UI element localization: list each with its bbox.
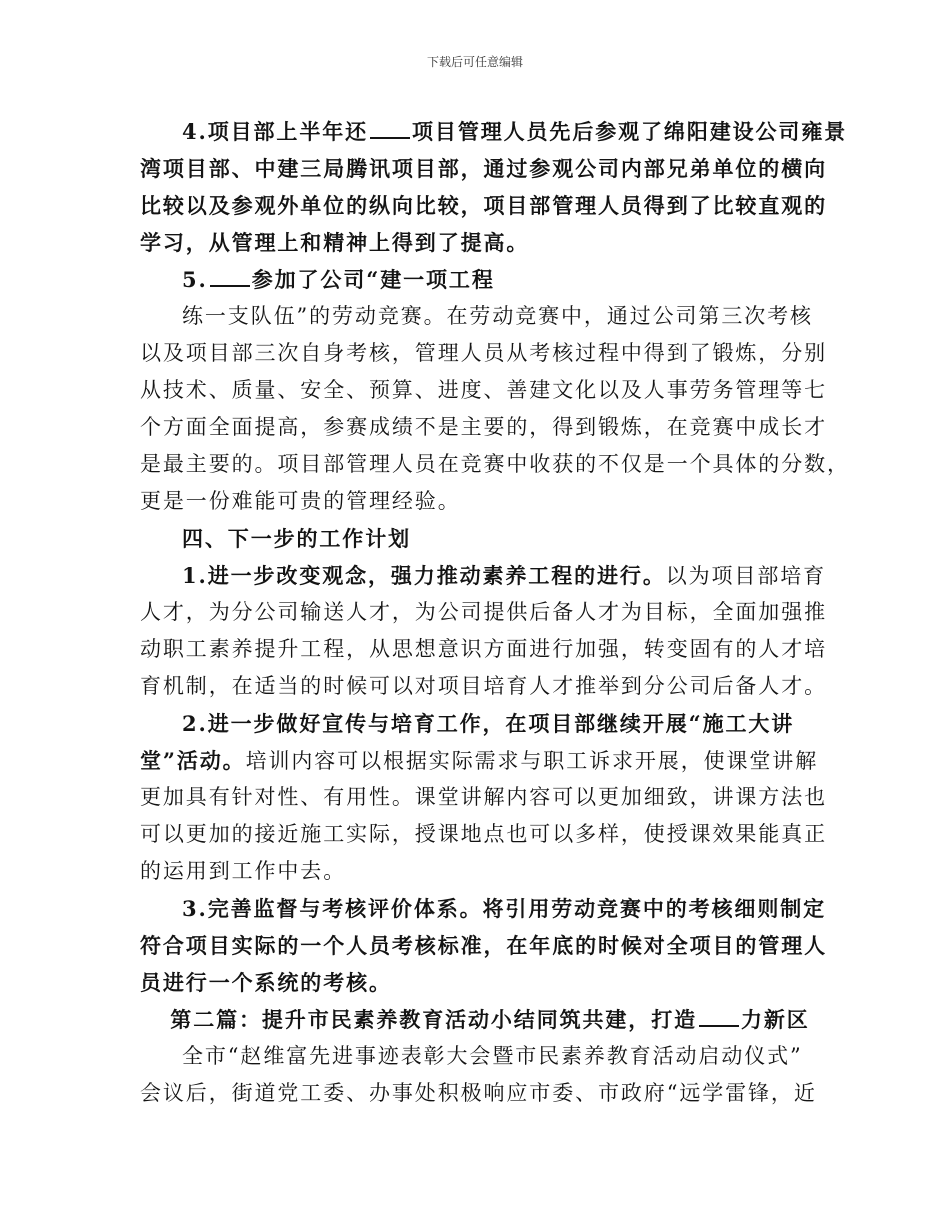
line-text: 项目管理人员先后参观了绵阳建设公司雍景 (412, 119, 848, 144)
line-text: 以为项目部培育 (665, 564, 827, 588)
line-text: 育机制，在适当的时候可以对项目培育人才推举到分公司后备人才。 (140, 674, 827, 698)
line-text: 符合项目实际的一个人员考核标准，在年底的时候对全项目的管理人 (140, 933, 827, 958)
text-line (140, 446, 850, 483)
line-text: 的运用到工作中去。 (140, 859, 347, 883)
text-line (140, 927, 827, 964)
text-line (140, 150, 827, 187)
text-line (140, 890, 827, 927)
line-text: 力新区 (741, 1007, 810, 1032)
line-text: 从技术、质量、安全、预算、进度、善建文化以及人事劳务管理等七 (140, 378, 827, 402)
text-line (140, 631, 827, 668)
text-line (140, 1038, 820, 1075)
line-text: 2.进一步做好宣传与培育工作，在项目部继续开展“施工大讲 (182, 711, 795, 736)
text-line (140, 409, 827, 446)
document-body (140, 113, 850, 1112)
text-line (140, 520, 820, 557)
line-text: 参加了公司“建一项工程 (251, 267, 495, 292)
text-line (140, 335, 827, 372)
line-text: 四、下一步的工作计划 (182, 526, 411, 551)
text-line (140, 1075, 820, 1112)
line-text: 会议后，街道党工委、办事处积极响应市委、市政府“远学雷锋，近 (140, 1081, 817, 1105)
line-text: 全市“赵维富先进事迹表彰大会暨市民素养教育活动启动仪式” (182, 1044, 803, 1068)
bold-lead: 1.进一步改变观念，强力推动素养工程的进行。 (182, 563, 666, 588)
line-text: 4.项目部上半年还 (182, 119, 369, 144)
page-header: 下载后可任意编辑 (426, 55, 523, 69)
line-text: 3.完善监督与考核评价体系。将引用劳动竞赛中的考核细则制定 (182, 896, 827, 921)
line-text: 第二篇：提升市民素养教育活动小结同筑共建，打造 (170, 1007, 697, 1032)
line-text: 人才，为分公司输送人才，为公司提供后备人才为目标，全面加强推 (140, 600, 827, 624)
text-line (140, 224, 820, 261)
line-text: 更是一份难能可贵的管理经验。 (140, 489, 461, 513)
text-line (140, 594, 827, 631)
line-text: 练一支队伍”的劳动竞赛。在劳动竞赛中，通过公司第三次考核 (182, 304, 813, 328)
text-line (140, 483, 820, 520)
line-text: 学习，从管理上和精神上得到了提高。 (140, 230, 530, 255)
text-line (140, 113, 848, 150)
text-line (140, 816, 827, 853)
fill-blank (210, 267, 250, 287)
line-text: 员进行一个系统的考核。 (140, 970, 392, 995)
text-line (140, 853, 820, 890)
text-line (140, 372, 827, 409)
text-line (140, 668, 827, 705)
text-line (140, 1001, 820, 1038)
line-text: 更加具有针对性、有用性。课堂讲解内容可以更加细致，讲课方法也 (140, 785, 827, 809)
line-text: 5. (182, 267, 208, 292)
text-line (140, 742, 820, 779)
line-text: 以及项目部三次自身考核，管理人员从考核过程中得到了锻炼，分别 (140, 341, 827, 365)
bold-lead: 堂”活动。 (140, 748, 246, 773)
text-line (140, 187, 827, 224)
line-text: 湾项目部、中建三局腾讯项目部，通过参观公司内部兄弟单位的横向 (140, 156, 827, 181)
text-line (140, 705, 820, 742)
text-line (140, 261, 820, 298)
text-line (140, 298, 820, 335)
line-text: 是最主要的。项目部管理人员在竞赛中收获的不仅是一个具体的分数， (140, 452, 850, 476)
text-line (140, 779, 827, 816)
fill-blank (370, 119, 410, 139)
line-text: 动职工素养提升工程，从思想意识方面进行加强，转变固有的人才培 (140, 637, 827, 661)
line-text: 个方面全面提高，参赛成绩不是主要的，得到锻炼，在竞赛中成长才 (140, 415, 827, 439)
line-text: 比较以及参观外单位的纵向比较，项目部管理人员得到了比较直观的 (140, 193, 827, 218)
fill-blank (699, 1007, 739, 1027)
text-line (140, 557, 827, 594)
line-text: 培训内容可以根据实际需求与职工诉求开展，使课堂讲解 (245, 749, 819, 773)
text-line (140, 964, 820, 1001)
line-text: 可以更加的接近施工实际，授课地点也可以多样，使授课效果能真正 (140, 822, 827, 846)
